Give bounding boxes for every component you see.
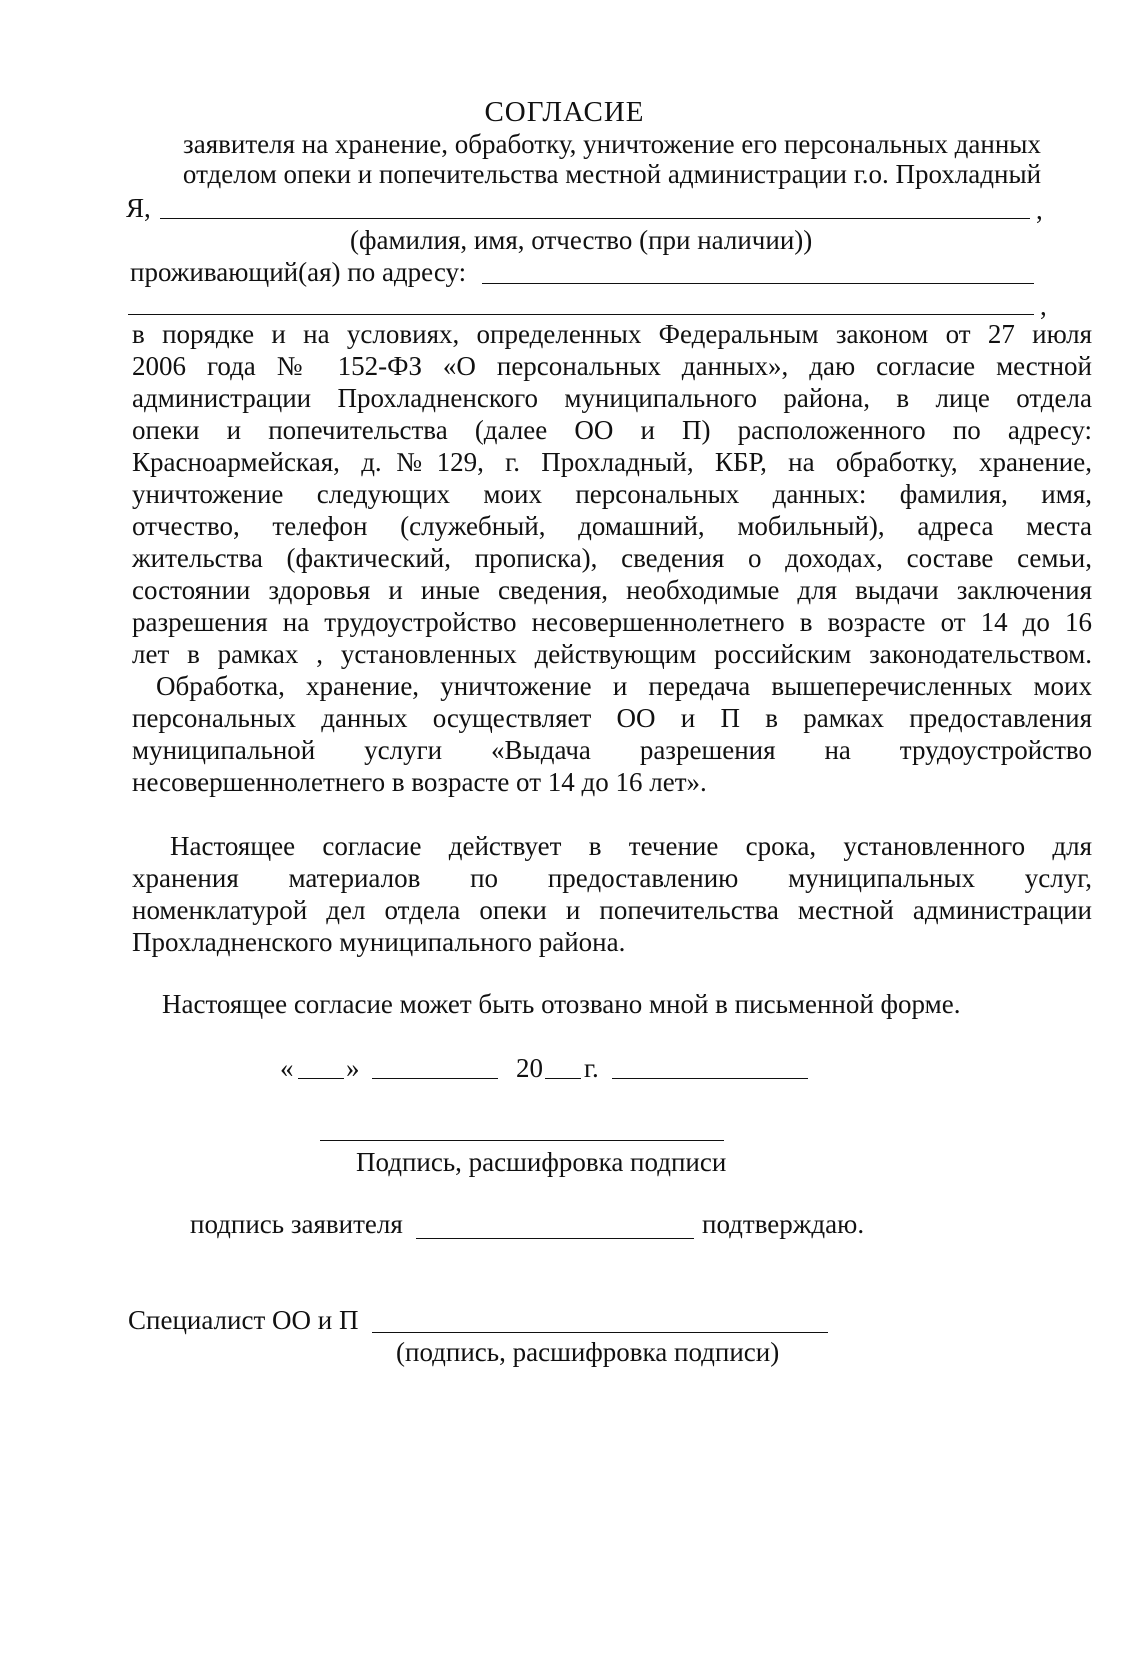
date-month-blank[interactable] bbox=[372, 1078, 498, 1079]
para3-line: Настоящее согласие действует в течение срока, установленного для bbox=[170, 831, 1092, 861]
para3-line: Прохладненского муниципального района. bbox=[132, 927, 626, 957]
body-line: опеки и попечительства (далее ОО и П) расположенного по адресу: bbox=[132, 415, 1092, 445]
body-line: уничтожение следующих моих персональных данных: фамилия, имя, bbox=[132, 479, 1092, 509]
address-blank-line-2[interactable] bbox=[128, 314, 1034, 315]
date-year-blank[interactable] bbox=[545, 1078, 581, 1079]
date-extra-blank[interactable] bbox=[612, 1078, 808, 1079]
body-line: жительства (фактический, прописка), сведения о доходах, составе семьи, bbox=[132, 543, 1092, 573]
date-year-prefix: 20 bbox=[516, 1053, 543, 1083]
fio-comma: , bbox=[1036, 195, 1043, 225]
para2-line: персональных данных осуществляет ОО и П в рамках предоставления bbox=[132, 703, 1092, 733]
revoke-text: Настоящее согласие может быть отозвано мной в письменной форме. bbox=[162, 989, 961, 1019]
body-line: администрации Прохладненского муниципального района, в лице отдела bbox=[132, 383, 1092, 413]
address-blank-line-1[interactable] bbox=[482, 283, 1034, 284]
body-line: 2006 года № 152-ФЗ «О персональных данных», даю согласие местной bbox=[132, 351, 1092, 381]
address-label: проживающий(ая) по адресу: bbox=[130, 257, 467, 287]
date-year-suffix: г. bbox=[584, 1053, 599, 1083]
para3-line: номенклатурой дел отдела опеки и попечительства местной администрации bbox=[132, 895, 1092, 925]
specialist-label: Специалист ОО и П bbox=[128, 1305, 359, 1335]
para2-line: Обработка, хранение, уничтожение и передача вышеперечисленных моих bbox=[156, 671, 1092, 701]
ya-label: Я, bbox=[126, 193, 151, 223]
specialist-sign-blank[interactable] bbox=[372, 1332, 828, 1333]
applicant-sign-blank[interactable] bbox=[416, 1238, 694, 1239]
date-open-quote: « bbox=[280, 1053, 294, 1083]
date-close-quote: » bbox=[346, 1053, 360, 1083]
specialist-caption: (подпись, расшифровка подписи) bbox=[396, 1337, 780, 1367]
body-line: в порядке и на условиях, определенных Федеральным законом от 27 июля bbox=[132, 319, 1092, 349]
body-line: лет в рамках , установленных действующим российским законодательством. bbox=[132, 639, 1092, 669]
address-comma: , bbox=[1040, 291, 1047, 321]
document-title: СОГЛАСИЕ bbox=[484, 96, 645, 128]
fio-hint: (фамилия, имя, отчество (при наличии)) bbox=[350, 225, 813, 255]
body-line: состоянии здоровья и иные сведения, необходимые для выдачи заключения bbox=[132, 575, 1092, 605]
signature-caption: Подпись, расшифровка подписи bbox=[356, 1147, 727, 1177]
body-line: отчество, телефон (служебный, домашний, мобильный), адреса места bbox=[132, 511, 1092, 541]
subtitle-line-2: отделом опеки и попечительства местной администрации г.о. Прохладный bbox=[182, 159, 1042, 189]
signature-blank-line[interactable] bbox=[320, 1140, 724, 1141]
para2-line: муниципальной услуги «Выдача разрешения на трудоустройство bbox=[132, 735, 1092, 765]
date-day-blank[interactable] bbox=[298, 1078, 344, 1079]
subtitle-line-1: заявителя на хранение, обработку, уничтожение его персональных данных bbox=[183, 129, 1041, 159]
confirm-text: подтверждаю. bbox=[702, 1209, 865, 1239]
body-line: Красноармейская, д.№129, г. Прохладный, КБР, на обработку, хранение, bbox=[132, 447, 1092, 477]
fio-blank-line[interactable] bbox=[160, 218, 1030, 219]
body-line: разрешения на трудоустройство несовершеннолетнего в возрасте от 14 до 16 bbox=[132, 607, 1092, 637]
para2-line: несовершеннолетнего в возрасте от 14 до 16 лет». bbox=[132, 767, 707, 797]
para3-line: хранения материалов по предоставлению муниципальных услуг, bbox=[132, 863, 1092, 893]
applicant-sign-label: подпись заявителя bbox=[190, 1209, 403, 1239]
